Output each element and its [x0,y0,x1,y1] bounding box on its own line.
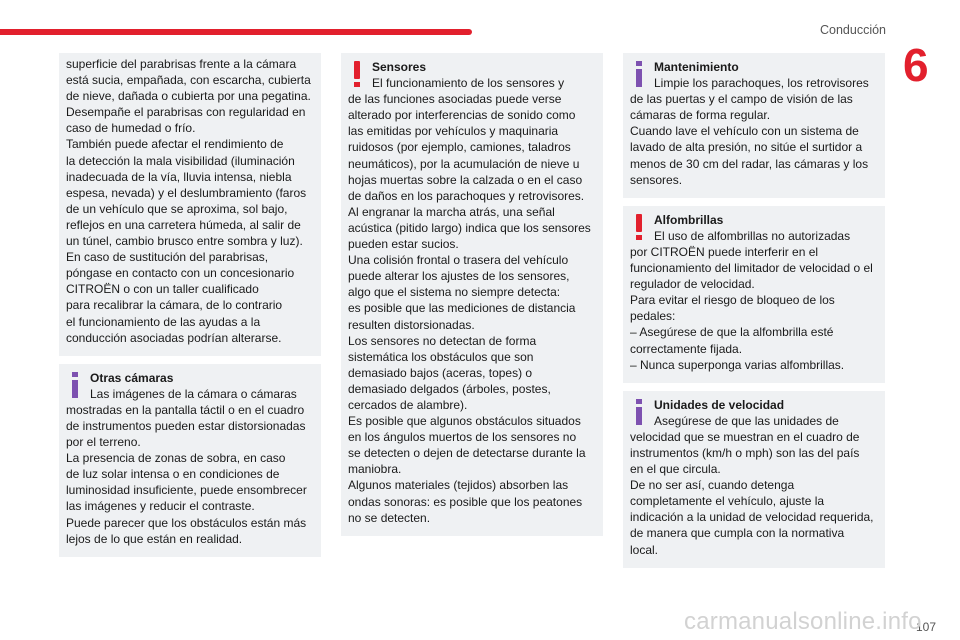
text-line: ruidosos (por ejemplo, camiones, taladros [348,140,571,155]
info-icon [70,372,80,398]
text-line: La presencia de zonas de sobra, en caso [66,451,286,466]
text-line: de manera que cumpla con la normativa [630,526,845,541]
text-line: inadecuada de la vía, lluvia intensa, niebla [66,169,292,184]
text-line: puede alterar los ajustes de los sensores, [348,269,570,284]
text-line: pueden estar sucios. [348,237,459,252]
column-1 [59,53,321,565]
maintenance-box [623,53,885,198]
text-line: las emitidas por vehículos y maquinaria [348,124,559,139]
text-line: cercados de alambre). [348,397,468,412]
text-line: espesa, nevada) y el deslumbramiento (faros [66,185,307,200]
text-line: hojas muertas sobre la calzada o en el caso [348,172,583,187]
column-3 [623,53,885,576]
box-title: Unidades de velocidad [654,397,785,412]
section-title: Conducción [819,23,886,37]
text-line: de luz solar intensa o en condiciones de [66,467,280,482]
speed-units-box [623,391,885,568]
text-line: funcionamiento del limitador de velocidad o el [630,261,873,276]
text-line: póngase en contacto con un concesionario [66,266,295,281]
text-line: – Asegúrese de que la alfombrilla esté [630,325,834,340]
watermark-text: carmanualsonline.info [684,608,922,635]
box-title: Mantenimiento [654,60,739,74]
text-line: Algunos materiales (tejidos) absorben las [348,478,569,493]
text-line: de las puertas y el campo de visión de las [630,92,853,107]
chapter-number: 6 [903,39,929,91]
text-line: resulten distorsionadas. [348,317,475,332]
text-line: de daños en los parachoques y retrovisores. [348,188,585,203]
text-line: se detecten o dejen de detectarse durante la [348,446,586,461]
camera-visibility-box [59,53,321,356]
text-line: En caso de sustitución del parabrisas, [66,250,269,265]
text-line: Para evitar el riesgo de bloqueo de los [630,293,835,308]
text-line: conducción asociadas podrían alterarse. [66,330,282,345]
text-line: algo que el sistema no siempre detecta: [348,285,561,300]
text-line: en los ángulos muertos de los sensores no [348,430,577,445]
box-lead: El funcionamiento de los sensores y [372,76,565,91]
text-line: De no ser así, cuando detenga [630,478,795,493]
box-lead: Las imágenes de la cámara o cámaras [90,386,297,401]
text-line: es posible que las mediciones de distancia [348,301,576,316]
box-lines [66,56,315,346]
text-line: está sucia, empañada, con escarcha, cubierta [66,73,311,88]
warning-icon [352,61,362,87]
text-line: – Nunca superponga varias alfombrillas. [630,357,845,372]
text-line: demasiado bajos (aceras, topes) o [348,365,533,380]
text-line: sensores. [630,172,683,187]
box-title: Alfombrillas [654,212,724,227]
box-title: Otras cámaras [90,370,174,385]
text-line: pedales: [630,309,676,324]
text-line: También puede afectar el rendimiento de [66,137,284,152]
box-lines [66,402,315,547]
text-line: Desempañe el parabrisas con regularidad en [66,105,306,120]
text-line: menos de 30 cm del radar, las cámaras y los [630,156,869,171]
text-line: luminosidad insuficiente, puede ensombrecer [66,483,307,498]
text-line: indicación a la unidad de velocidad requerida, [630,510,874,525]
text-line: Los sensores no detectan de forma [348,333,537,348]
box-lead: Limpie los parachoques, los retrovisores [654,76,869,91]
box-title: Sensores [372,60,427,74]
text-line: por CITROËN puede interferir en el [630,244,819,259]
text-line: las imágenes y reducir el contraste. [66,499,255,514]
text-line: demasiado delgados (árboles, postes, [348,381,551,396]
text-line: en el que circula. [630,462,721,477]
info-icon [634,61,644,87]
other-cameras-box [59,364,321,557]
text-line: regulador de velocidad. [630,277,755,292]
box-lead: Asegúrese de que las unidades de [654,413,839,428]
text-line: superficie del parabrisas frente a la cámara [66,57,297,71]
text-line: para recalibrar la cámara, de lo contrario [66,298,283,313]
text-line: la detección la mala visibilidad (iluminación [66,153,295,168]
header-accent-bar [0,29,472,35]
text-line: CITROËN o con un taller cualificado [66,282,259,297]
text-line: Es posible que algunos obstáculos situados [348,414,581,429]
text-line: de nieve, dañada o cubierta por una pegatina. [66,89,311,104]
box-lines [348,91,597,526]
box-lines [630,91,879,188]
text-line: de un vehículo que se aproxima, sol bajo, [66,201,288,216]
text-line: completamente el vehículo, ajuste la [630,494,825,509]
text-line: local. [630,542,659,557]
text-line: un túnel, cambio brusco entre sombra y luz). [66,234,303,249]
text-line: instrumentos (km/h o mph) son las del país [630,445,860,460]
text-line: de las funciones asociadas puede verse [348,92,562,107]
text-line: Al engranar la marcha atrás, una señal [348,204,555,219]
text-line: de instrumentos pueden estar distorsionadas [66,418,306,433]
text-line: caso de humedad o frío. [66,121,196,136]
text-line: velocidad que se muestran en el cuadro de [630,429,860,444]
box-lead: El uso de alfombrillas no autorizadas [654,228,851,243]
text-line: reflejos en una carretera húmeda, al salir de [66,217,301,232]
text-line: correctamente fijada. [630,341,743,356]
text-line: Puede parecer que los obstáculos están más [66,515,307,530]
text-line: neumáticos), por la acumulación de nieve u [348,156,580,171]
info-icon [634,399,644,425]
text-line: cámaras de forma regular. [630,108,771,123]
text-line: lavado de alta presión, no sitúe el surtidor a [630,140,863,155]
text-line: por el terreno. [66,435,141,450]
text-line: maniobra. [348,462,402,477]
floor-mats-box [623,206,885,383]
text-line: mostradas en la pantalla táctil o en el cuadro [66,402,305,417]
column-2 [341,53,603,544]
text-line: lejos de lo que están en realidad. [66,531,243,546]
text-line: sistemática los obstáculos que son [348,349,534,364]
text-line: ondas sonoras: es posible que los peatones [348,494,583,509]
page-number: 107 [915,620,936,634]
box-lines [630,429,879,558]
text-line: alterado por interferencias de sonido como [348,108,576,123]
text-line: Cuando lave el vehículo con un sistema de [630,124,859,139]
text-line: no se detecten. [348,510,431,525]
warning-icon [634,214,644,240]
sensors-box [341,53,603,536]
text-line: el funcionamiento de las ayudas a la [66,314,261,329]
text-line: acústica (pitido largo) indica que los sensores [348,220,591,235]
text-line: Una colisión frontal o trasera del vehículo [348,253,569,268]
box-lines [630,244,879,373]
